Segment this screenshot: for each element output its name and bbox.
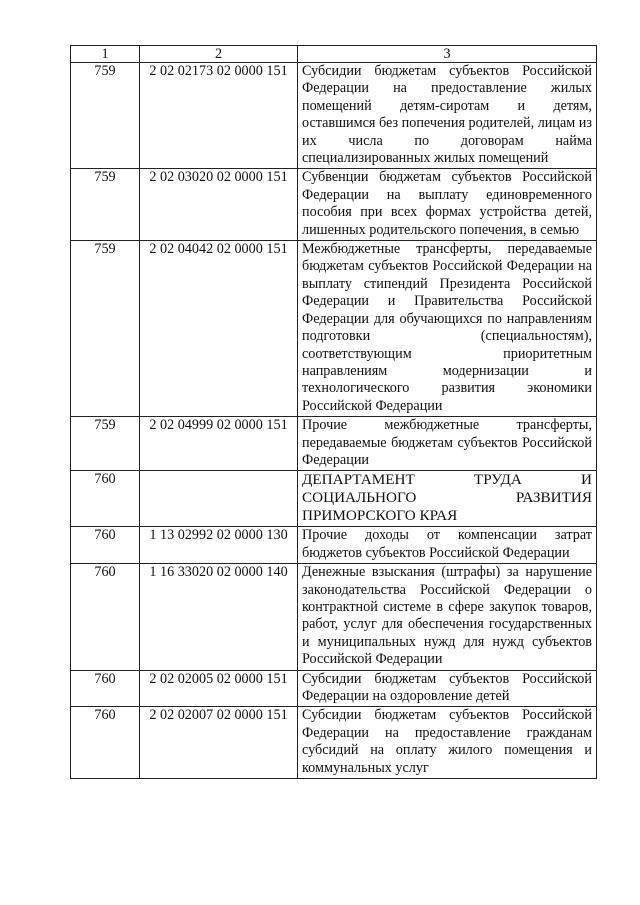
- kbk-code-cell: 2 02 02007 02 0000 151: [140, 707, 298, 779]
- budget-revenue-table: [70, 45, 597, 779]
- column-number-1: 1: [71, 46, 140, 63]
- admin-code-cell: 759: [71, 417, 140, 471]
- table-row: [71, 63, 597, 169]
- kbk-code-cell: 2 02 04042 02 0000 151: [140, 241, 298, 417]
- kbk-code-cell: 2 02 02005 02 0000 151: [140, 670, 298, 707]
- revenue-name-cell: Субсидии бюджетам субъектов Российской Федерации на оздоровление детей: [298, 670, 597, 707]
- table-row: [71, 527, 597, 564]
- kbk-code-cell: [140, 471, 298, 527]
- admin-code-cell: 759: [71, 169, 140, 241]
- kbk-code-cell: 2 02 04999 02 0000 151: [140, 417, 298, 471]
- table-row: [71, 707, 597, 779]
- revenue-name-cell: Субсидии бюджетам субъектов Российской Федерации на предоставление жилых помещений детям-сиротам и детям, оставшимся без попечения родителей, лицам из их числа по договорам найма специализированных жилых помещений: [298, 63, 597, 169]
- kbk-code-cell: 2 02 03020 02 0000 151: [140, 169, 298, 241]
- kbk-code-cell: 2 02 02173 02 0000 151: [140, 63, 298, 169]
- table-row: [71, 241, 597, 417]
- department-name-cell: ДЕПАРТАМЕНТ ТРУДА И СОЦИАЛЬНОГО РАЗВИТИЯ ПРИМОРСКОГО КРАЯ: [298, 471, 597, 527]
- admin-code-cell: 759: [71, 241, 140, 417]
- table-row: [71, 417, 597, 471]
- kbk-code-cell: 1 13 02992 02 0000 130: [140, 527, 298, 564]
- admin-code-cell: 760: [71, 564, 140, 670]
- table-row-department-heading: [71, 471, 597, 527]
- revenue-name-cell: Субсидии бюджетам субъектов Российской Федерации на предоставление гражданам субсидий на оплату жилого помещения и коммунальных услуг: [298, 707, 597, 779]
- revenue-name-cell: Денежные взыскания (штрафы) за нарушение законодательства Российской Федерации о контрактной системе в сфере закупок товаров, работ, услуг для обеспечения государственных и муниципальных нужд для нужд субъектов Российской Федерации: [298, 564, 597, 670]
- revenue-name-cell: Прочие межбюджетные трансферты, передаваемые бюджетам субъектов Российской Федерации: [298, 417, 597, 471]
- column-number-2: 2: [140, 46, 298, 63]
- kbk-code-cell: 1 16 33020 02 0000 140: [140, 564, 298, 670]
- table-row: [71, 564, 597, 670]
- revenue-name-cell: Субвенции бюджетам субъектов Российской Федерации на выплату единовременного пособия при всех формах устройства детей, лишенных родительского попечения, в семью: [298, 169, 597, 241]
- admin-code-cell: 760: [71, 707, 140, 779]
- admin-code-cell: 759: [71, 63, 140, 169]
- admin-code-cell: 760: [71, 527, 140, 564]
- table-row: [71, 169, 597, 241]
- table-row: [71, 670, 597, 707]
- revenue-name-cell: Межбюджетные трансферты, передаваемые бюджетам субъектов Российской Федерации на выплату стипендий Президента Российской Федерации и Правительства Российской Федерации для обучающихся по направлениям подготовки (специальностям), соответствующим приоритетным направлениям модернизации и технологического развития экономики Российской Федерации: [298, 241, 597, 417]
- column-number-3: 3: [298, 46, 597, 63]
- admin-code-cell: 760: [71, 670, 140, 707]
- admin-code-cell: 760: [71, 471, 140, 527]
- revenue-name-cell: Прочие доходы от компенсации затрат бюджетов субъектов Российской Федерации: [298, 527, 597, 564]
- table-header-row: [71, 46, 597, 63]
